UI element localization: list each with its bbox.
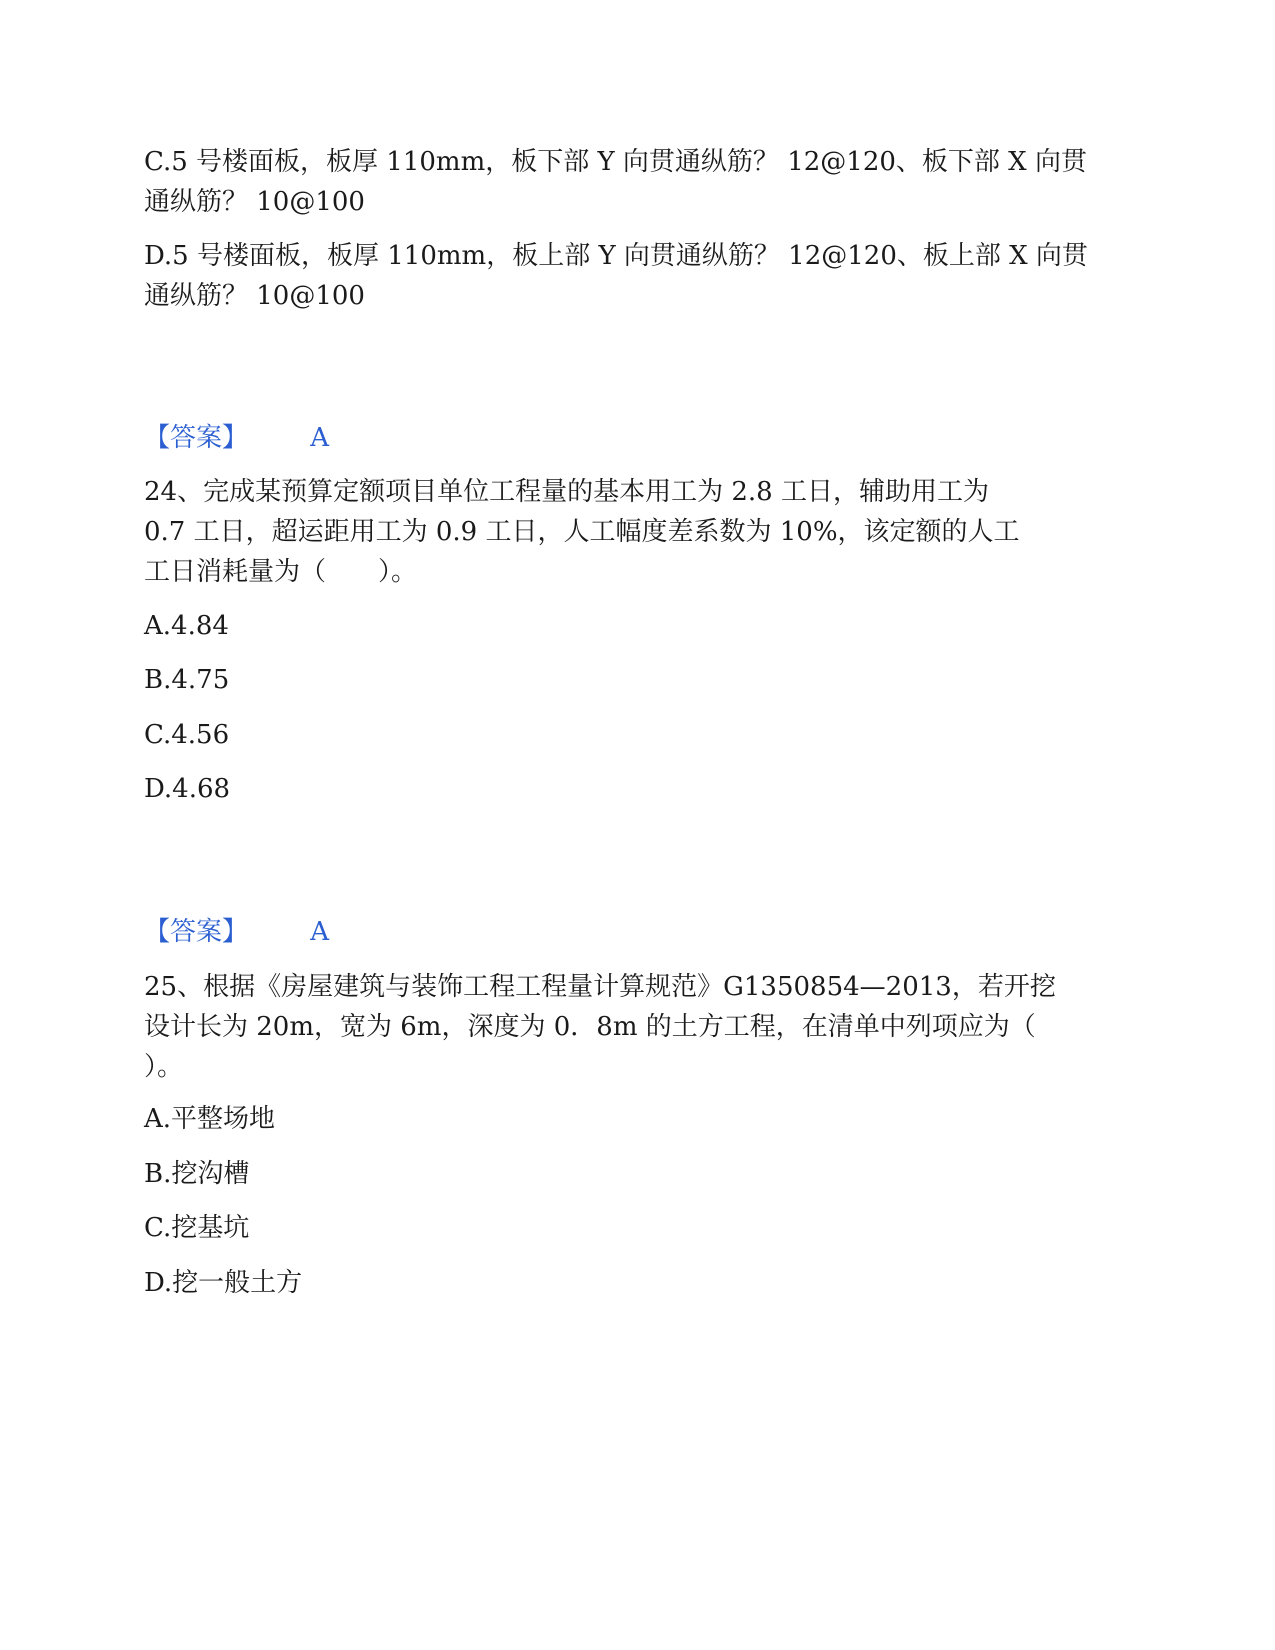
question-25-option-d: D.挖一般土方 — [144, 1268, 303, 1298]
question-25-option-c: C.挖基坑 — [144, 1213, 250, 1243]
option-c-line-2: 通纵筋？ 10@100 — [144, 187, 365, 217]
option-d-line-1: D.5 号楼面板，板厚 110mm，板上部 Y 向贯通纵筋？ 12@120、板上部 X 向贯 — [144, 241, 1088, 271]
question-25-option-b: B.挖沟槽 — [144, 1159, 250, 1189]
question-25-option-a: A.平整场地 — [144, 1104, 276, 1134]
question-24-option-d: D.4.68 — [144, 774, 231, 804]
question-25-stem-line-1: 25、根据《房屋建筑与装饰工程工程量计算规范》G1350854—2013，若开挖 — [144, 972, 1056, 1002]
option-d-line-2: 通纵筋？ 10@100 — [144, 281, 365, 311]
answer-value: A — [310, 917, 330, 947]
question-24-option-b: B.4.75 — [144, 665, 230, 695]
question-24-option-c: C.4.56 — [144, 720, 230, 750]
answer-label: 【答案】 — [144, 423, 249, 453]
question-24-option-a: A.4.84 — [144, 611, 229, 641]
answer-row — [144, 418, 329, 458]
option-c-line-1: C.5 号楼面板，板厚 110mm，板下部 Y 向贯通纵筋？ 12@120、板下部 X 向贯 — [144, 147, 1087, 177]
answer-row-24 — [144, 912, 329, 952]
question-25-stem-line-3: ）。 — [144, 1052, 184, 1082]
answer-value: A — [310, 423, 330, 453]
question-24-stem-line-1: 24、完成某预算定额项目单位工程量的基本用工为 2.8 工日，辅助用工为 — [144, 477, 989, 507]
question-24-stem-line-3: 工日消耗量为（ ）。 — [144, 557, 418, 587]
question-24-stem-line-2: 0.7 工日，超运距用工为 0.9 工日，人工幅度差系数为 10%，该定额的人工 — [144, 517, 1020, 547]
question-25-stem-line-2: 设计长为 20m，宽为 6m，深度为 0．8m 的土方工程，在清单中列项应为（ — [144, 1012, 1036, 1042]
answer-label: 【答案】 — [144, 917, 249, 947]
